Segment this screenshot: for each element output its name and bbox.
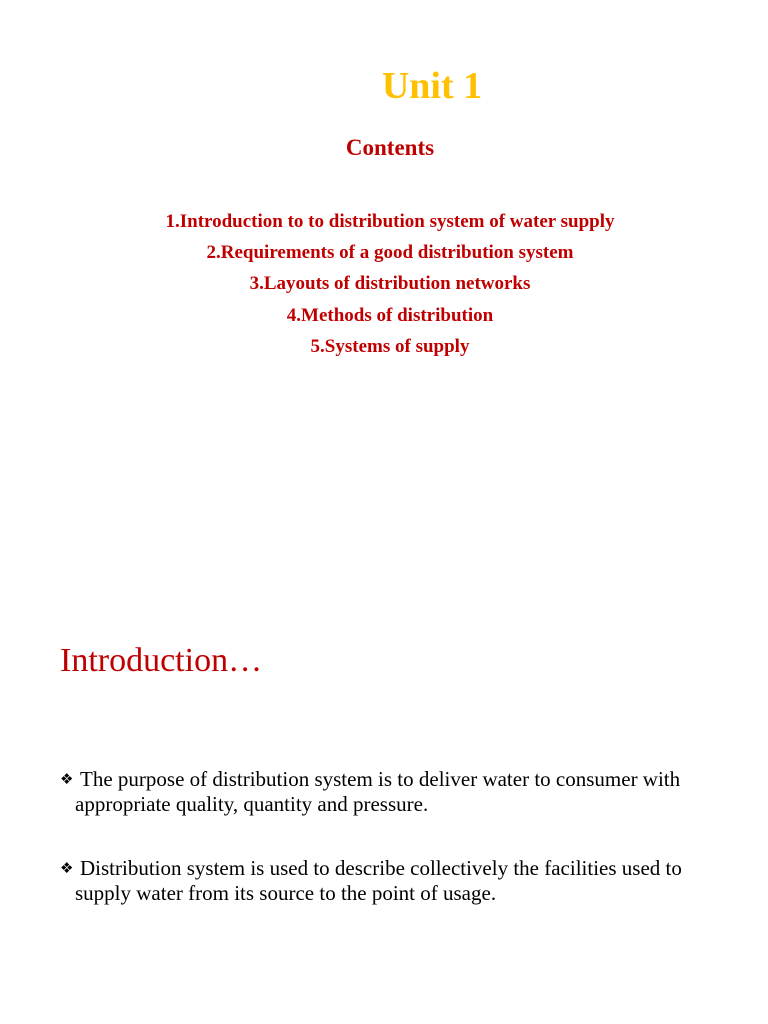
- diamond-bullet-icon: ❖: [60, 770, 74, 788]
- table-of-contents: [0, 206, 768, 362]
- unit-title: Unit 1: [381, 65, 483, 107]
- toc-item-methods: 4.Methods of distribution: [286, 304, 494, 326]
- introduction-heading: Introduction…: [60, 642, 263, 679]
- bullet-list: [60, 767, 740, 945]
- toc-item-layouts: 3.Layouts of distribution networks: [249, 273, 531, 295]
- list-item: [60, 767, 740, 817]
- toc-item-requirements: 2.Requirements of a good distribution system: [206, 242, 574, 264]
- list-item: [60, 856, 740, 906]
- diamond-bullet-icon: ❖: [60, 859, 74, 877]
- toc-item-introduction: 1.Introduction to to distribution system of water supply: [165, 211, 615, 232]
- toc-item-systems: 5.Systems of supply: [310, 335, 470, 357]
- slide-introduction: [0, 512, 768, 1024]
- bullet-text-definition: Distribution system is used to describe collectively the facilities used to supply water from its source to the point of usage.: [75, 856, 682, 905]
- contents-heading: Contents: [345, 135, 435, 160]
- bullet-text-purpose: The purpose of distribution system is to deliver water to consumer with appropriate quality, quantity and pressure.: [75, 767, 681, 816]
